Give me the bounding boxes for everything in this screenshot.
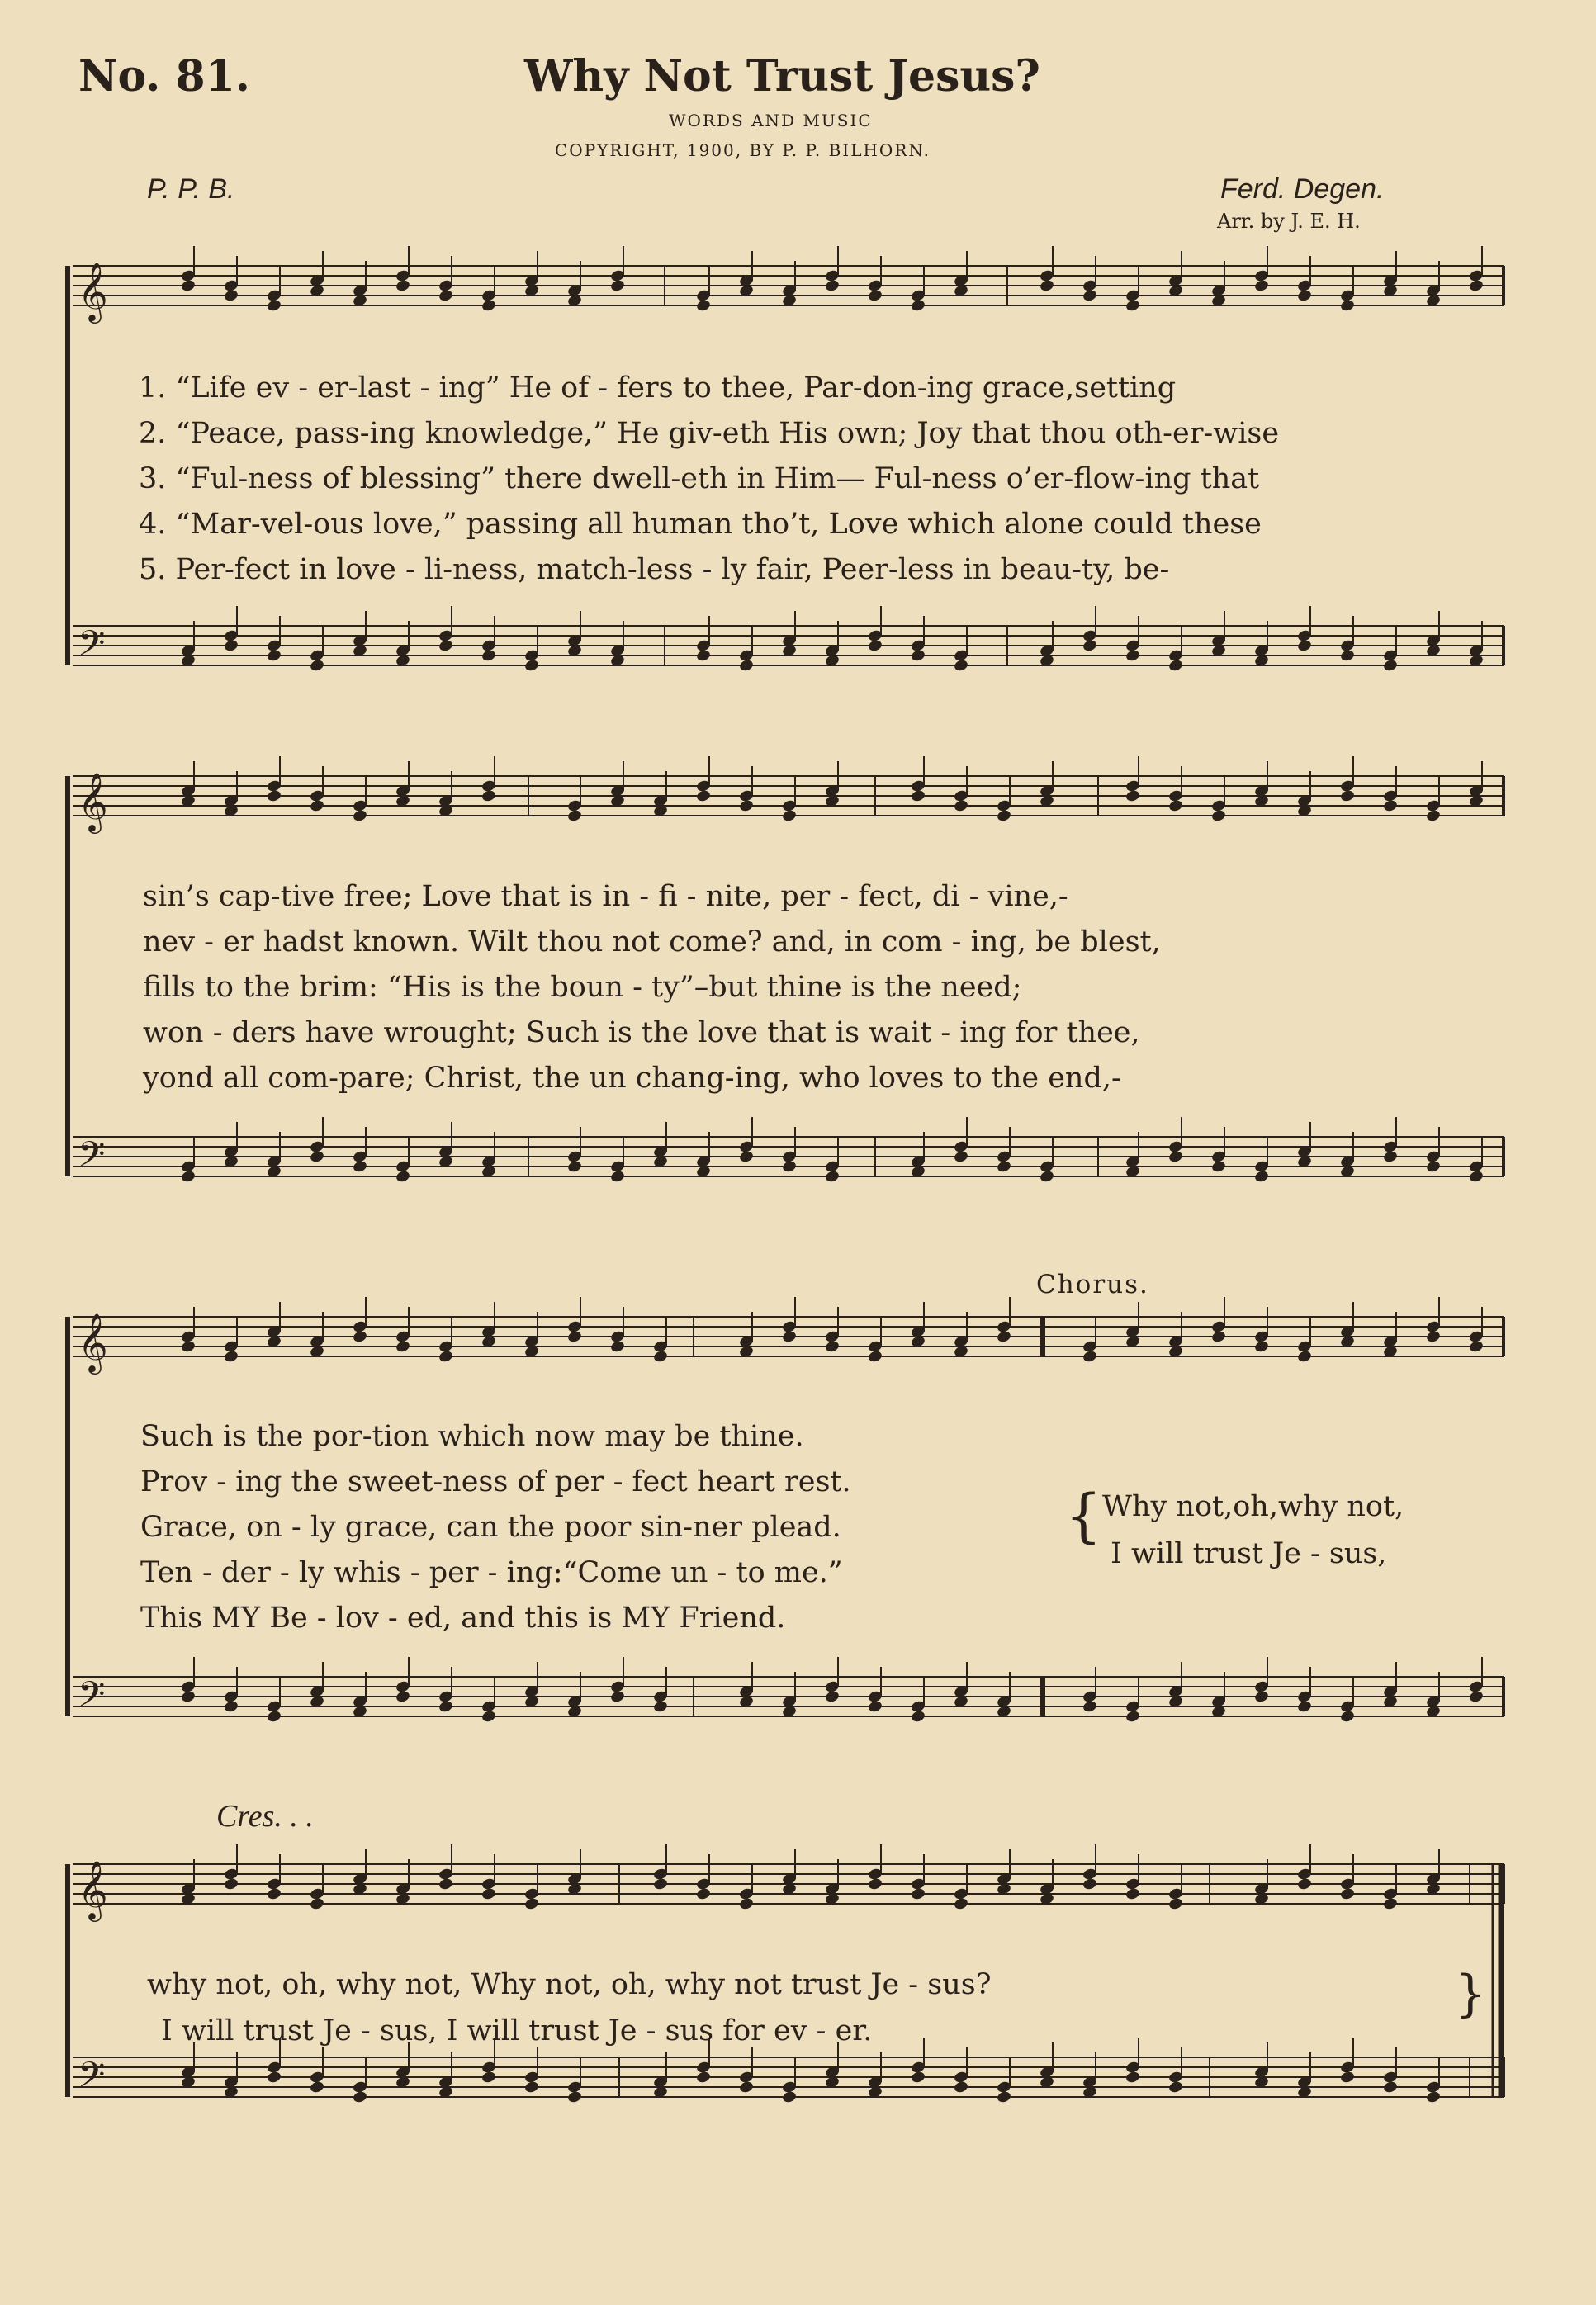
note-head bbox=[352, 1160, 367, 1174]
note-head bbox=[1253, 279, 1269, 293]
note-head bbox=[1382, 1150, 1398, 1164]
note-head bbox=[1082, 639, 1097, 653]
verse-5-line-1: 5. Per-fect in love - li-ness, match-less - ly fair, Peer-less in beau-ty, be- bbox=[139, 553, 1170, 586]
chorus-brace: { bbox=[1065, 1482, 1102, 1550]
note-head bbox=[738, 2080, 754, 2094]
note-head bbox=[953, 659, 968, 673]
note-head bbox=[309, 1150, 324, 1164]
note-head bbox=[609, 1340, 625, 1354]
note-head bbox=[395, 1340, 410, 1354]
note-head bbox=[1468, 1340, 1484, 1354]
note-head bbox=[1167, 799, 1183, 813]
note-head bbox=[1468, 1170, 1484, 1184]
note-head bbox=[867, 1877, 883, 1891]
note-head bbox=[910, 2071, 926, 2085]
hymn-title: Why Not Trust Jesus? bbox=[524, 51, 1040, 102]
note-head bbox=[738, 799, 754, 813]
note-head bbox=[481, 1710, 496, 1724]
chorus-final-line-2: I will trust Je - sus, I will trust Je - sus for ev - er. bbox=[161, 2014, 873, 2047]
note-head bbox=[1382, 799, 1398, 813]
note-head bbox=[1339, 2071, 1355, 2085]
note-head bbox=[309, 2080, 324, 2094]
note-head bbox=[1167, 2080, 1183, 2094]
note-head bbox=[996, 809, 1011, 823]
note-head bbox=[1210, 809, 1226, 823]
hymn-number: No. 81. bbox=[78, 51, 250, 102]
note-head bbox=[266, 2071, 282, 2085]
note-head bbox=[438, 289, 453, 303]
note-head bbox=[481, 649, 496, 663]
verse-4-line-3: Ten - der - ly whis - per - ing:“Come un - to me.” bbox=[140, 1556, 843, 1589]
arranger: Arr. by J. E. H. bbox=[1217, 210, 1361, 233]
note-head bbox=[352, 2090, 367, 2104]
note-head bbox=[1082, 1700, 1097, 1714]
verse-5-line-2: yond all com-pare; Christ, the un chang-ing, who loves to the end,- bbox=[143, 1062, 1121, 1095]
note-head bbox=[223, 639, 239, 653]
note-head bbox=[1167, 659, 1183, 673]
verse-5-line-3: This MY Be - lov - ed, and this is MY Friend. bbox=[140, 1602, 786, 1635]
note-head bbox=[910, 1887, 926, 1901]
note-head bbox=[223, 289, 239, 303]
note-head bbox=[1468, 1690, 1484, 1704]
note-head bbox=[824, 1340, 840, 1354]
note-head bbox=[652, 1877, 668, 1891]
note-head bbox=[1296, 639, 1312, 653]
note-head bbox=[395, 1170, 410, 1184]
note-head bbox=[1339, 299, 1355, 313]
note-head bbox=[1296, 1700, 1312, 1714]
note-head bbox=[180, 1170, 196, 1184]
note-head bbox=[1167, 1150, 1183, 1164]
note-head bbox=[266, 1887, 282, 1901]
note-head bbox=[781, 1330, 797, 1344]
note-head bbox=[1382, 659, 1398, 673]
copyright-line-1: WORDS AND MUSIC bbox=[669, 111, 873, 130]
note-head bbox=[223, 1877, 239, 1891]
note-head bbox=[1425, 809, 1441, 823]
note-head bbox=[1082, 289, 1097, 303]
note-head bbox=[652, 1350, 668, 1364]
note-head bbox=[352, 809, 367, 823]
note-head bbox=[953, 1150, 968, 1164]
note-head bbox=[1125, 1887, 1140, 1901]
note-head bbox=[695, 1887, 711, 1901]
note-head bbox=[996, 1330, 1011, 1344]
note-head bbox=[1253, 1170, 1269, 1184]
note-head bbox=[953, 2080, 968, 2094]
note-head bbox=[867, 1700, 883, 1714]
bass-clef: 𝄢 bbox=[78, 1674, 106, 1724]
note-head bbox=[438, 1877, 453, 1891]
note-head bbox=[1425, 1330, 1441, 1344]
verse-2-line-2: nev - er hadst known. Wilt thou not come? and, in com - ing, be blest, bbox=[143, 925, 1161, 958]
note-head bbox=[1296, 1350, 1312, 1364]
note-head bbox=[609, 1690, 625, 1704]
note-head bbox=[609, 1170, 625, 1184]
copyright-line-2: COPYRIGHT, 1900, BY P. P. BILHORN. bbox=[555, 140, 931, 160]
note-head bbox=[824, 1690, 840, 1704]
note-head bbox=[180, 1690, 196, 1704]
verse-2-line-1: 2. “Peace, pass-ing knowledge,” He giv-eth His own; Joy that thou oth-er-wise bbox=[139, 417, 1280, 450]
note-head bbox=[1082, 1350, 1097, 1364]
note-head bbox=[1039, 1170, 1054, 1184]
note-head bbox=[1339, 649, 1355, 663]
note-head bbox=[266, 649, 282, 663]
note-head bbox=[1468, 279, 1484, 293]
note-head bbox=[395, 1690, 410, 1704]
composer: Ferd. Degen. bbox=[1220, 173, 1385, 205]
note-head bbox=[824, 279, 840, 293]
note-head bbox=[695, 2071, 711, 2085]
note-head bbox=[1339, 789, 1355, 803]
note-head bbox=[1382, 1897, 1398, 1911]
verse-3-line-3: Grace, on - ly grace, can the poor sin-ner plead. bbox=[140, 1511, 841, 1544]
note-head bbox=[481, 299, 496, 313]
note-head bbox=[266, 1710, 282, 1724]
note-head bbox=[395, 279, 410, 293]
note-head bbox=[566, 1160, 582, 1174]
chorus-line-1: Why not,oh,why not, bbox=[1102, 1490, 1404, 1523]
note-head bbox=[738, 1150, 754, 1164]
note-head bbox=[481, 1887, 496, 1901]
verse-1-line-2: sin’s cap-tive free; Love that is in - fi - nite, per - fect, di - vine,- bbox=[143, 880, 1068, 913]
note-head bbox=[1210, 1330, 1226, 1344]
bass-clef: 𝄢 bbox=[78, 2055, 106, 2104]
treble-clef: 𝄞 bbox=[78, 1312, 108, 1372]
note-head bbox=[1167, 1897, 1183, 1911]
note-head bbox=[1339, 1710, 1355, 1724]
note-head bbox=[438, 1700, 453, 1714]
note-head bbox=[266, 789, 282, 803]
note-head bbox=[523, 1897, 539, 1911]
treble-clef: 𝄞 bbox=[78, 1859, 108, 1919]
note-head bbox=[1382, 2080, 1398, 2094]
note-head bbox=[953, 799, 968, 813]
note-head bbox=[1425, 2090, 1441, 2104]
note-head bbox=[652, 1700, 668, 1714]
note-head bbox=[867, 639, 883, 653]
note-head bbox=[309, 1897, 324, 1911]
note-head bbox=[1125, 299, 1140, 313]
note-head bbox=[1253, 1690, 1269, 1704]
verse-4-line-1: 4. “Mar-vel-ous love,” passing all human tho’t, Love which alone could these bbox=[139, 508, 1262, 541]
verse-4-line-2: won - ders have wrought; Such is the love that is wait - ing for thee, bbox=[143, 1016, 1140, 1049]
note-head bbox=[867, 289, 883, 303]
note-head bbox=[180, 1340, 196, 1354]
note-head bbox=[996, 1160, 1011, 1174]
note-head bbox=[1082, 1877, 1097, 1891]
note-head bbox=[223, 1350, 239, 1364]
note-head bbox=[1125, 789, 1140, 803]
note-head bbox=[953, 1897, 968, 1911]
verse-2-line-3: Prov - ing the sweet-ness of per - fect heart rest. bbox=[140, 1465, 851, 1498]
note-head bbox=[1125, 2071, 1140, 2085]
note-head bbox=[781, 1160, 797, 1174]
note-head bbox=[1425, 1160, 1441, 1174]
note-head bbox=[438, 639, 453, 653]
note-head bbox=[1296, 289, 1312, 303]
note-head bbox=[438, 1350, 453, 1364]
note-head bbox=[566, 809, 582, 823]
chorus-line-2: I will trust Je - sus, bbox=[1111, 1537, 1387, 1570]
final-brace: } bbox=[1455, 1965, 1487, 2023]
note-head bbox=[910, 789, 926, 803]
note-head bbox=[1125, 649, 1140, 663]
note-head bbox=[1125, 1710, 1140, 1724]
note-head bbox=[309, 659, 324, 673]
note-head bbox=[180, 279, 196, 293]
note-head bbox=[910, 649, 926, 663]
verse-3-line-1: 3. “Ful-ness of blessing” there dwell-eth in Him— Ful-ness o’er-flow-ing that bbox=[139, 462, 1260, 495]
verse-3-line-2: fills to the brim: “His is the boun - ty”–but thine is the need; bbox=[143, 971, 1022, 1004]
note-head bbox=[309, 799, 324, 813]
note-head bbox=[738, 659, 754, 673]
note-head bbox=[738, 1897, 754, 1911]
note-head bbox=[481, 2071, 496, 2085]
note-head bbox=[996, 2090, 1011, 2104]
lyricist: P. P. B. bbox=[147, 173, 235, 205]
note-head bbox=[781, 2090, 797, 2104]
note-head bbox=[867, 1350, 883, 1364]
note-head bbox=[1339, 1887, 1355, 1901]
note-head bbox=[1253, 1340, 1269, 1354]
note-head bbox=[266, 299, 282, 313]
verse-1-line-3: Such is the por-tion which now may be thine. bbox=[140, 1420, 804, 1453]
verse-1-line-1: 1. “Life ev - er-last - ing” He of - fers to thee, Par-don-ing grace,setting bbox=[139, 372, 1177, 405]
treble-clef: 𝄞 bbox=[78, 261, 108, 321]
bass-clef: 𝄢 bbox=[78, 623, 106, 673]
note-head bbox=[1039, 279, 1054, 293]
treble-clef: 𝄞 bbox=[78, 771, 108, 831]
note-head bbox=[609, 279, 625, 293]
note-head bbox=[566, 1330, 582, 1344]
note-head bbox=[695, 649, 711, 663]
note-head bbox=[223, 1700, 239, 1714]
note-head bbox=[523, 659, 539, 673]
note-head bbox=[910, 299, 926, 313]
bass-clef: 𝄢 bbox=[78, 1134, 106, 1184]
note-head bbox=[481, 789, 496, 803]
note-head bbox=[695, 789, 711, 803]
note-head bbox=[1210, 1160, 1226, 1174]
note-head bbox=[523, 2080, 539, 2094]
note-head bbox=[695, 299, 711, 313]
note-head bbox=[566, 2090, 582, 2104]
note-head bbox=[1296, 1877, 1312, 1891]
chorus-final-line-1: why not, oh, why not, Why not, oh, why not trust Je - sus? bbox=[147, 1968, 992, 2001]
note-head bbox=[352, 1330, 367, 1344]
chorus-label: Chorus. bbox=[1036, 1270, 1149, 1299]
crescendo-mark: Cres. . . bbox=[216, 1799, 314, 1834]
note-head bbox=[824, 1170, 840, 1184]
note-head bbox=[910, 1710, 926, 1724]
note-head bbox=[781, 809, 797, 823]
